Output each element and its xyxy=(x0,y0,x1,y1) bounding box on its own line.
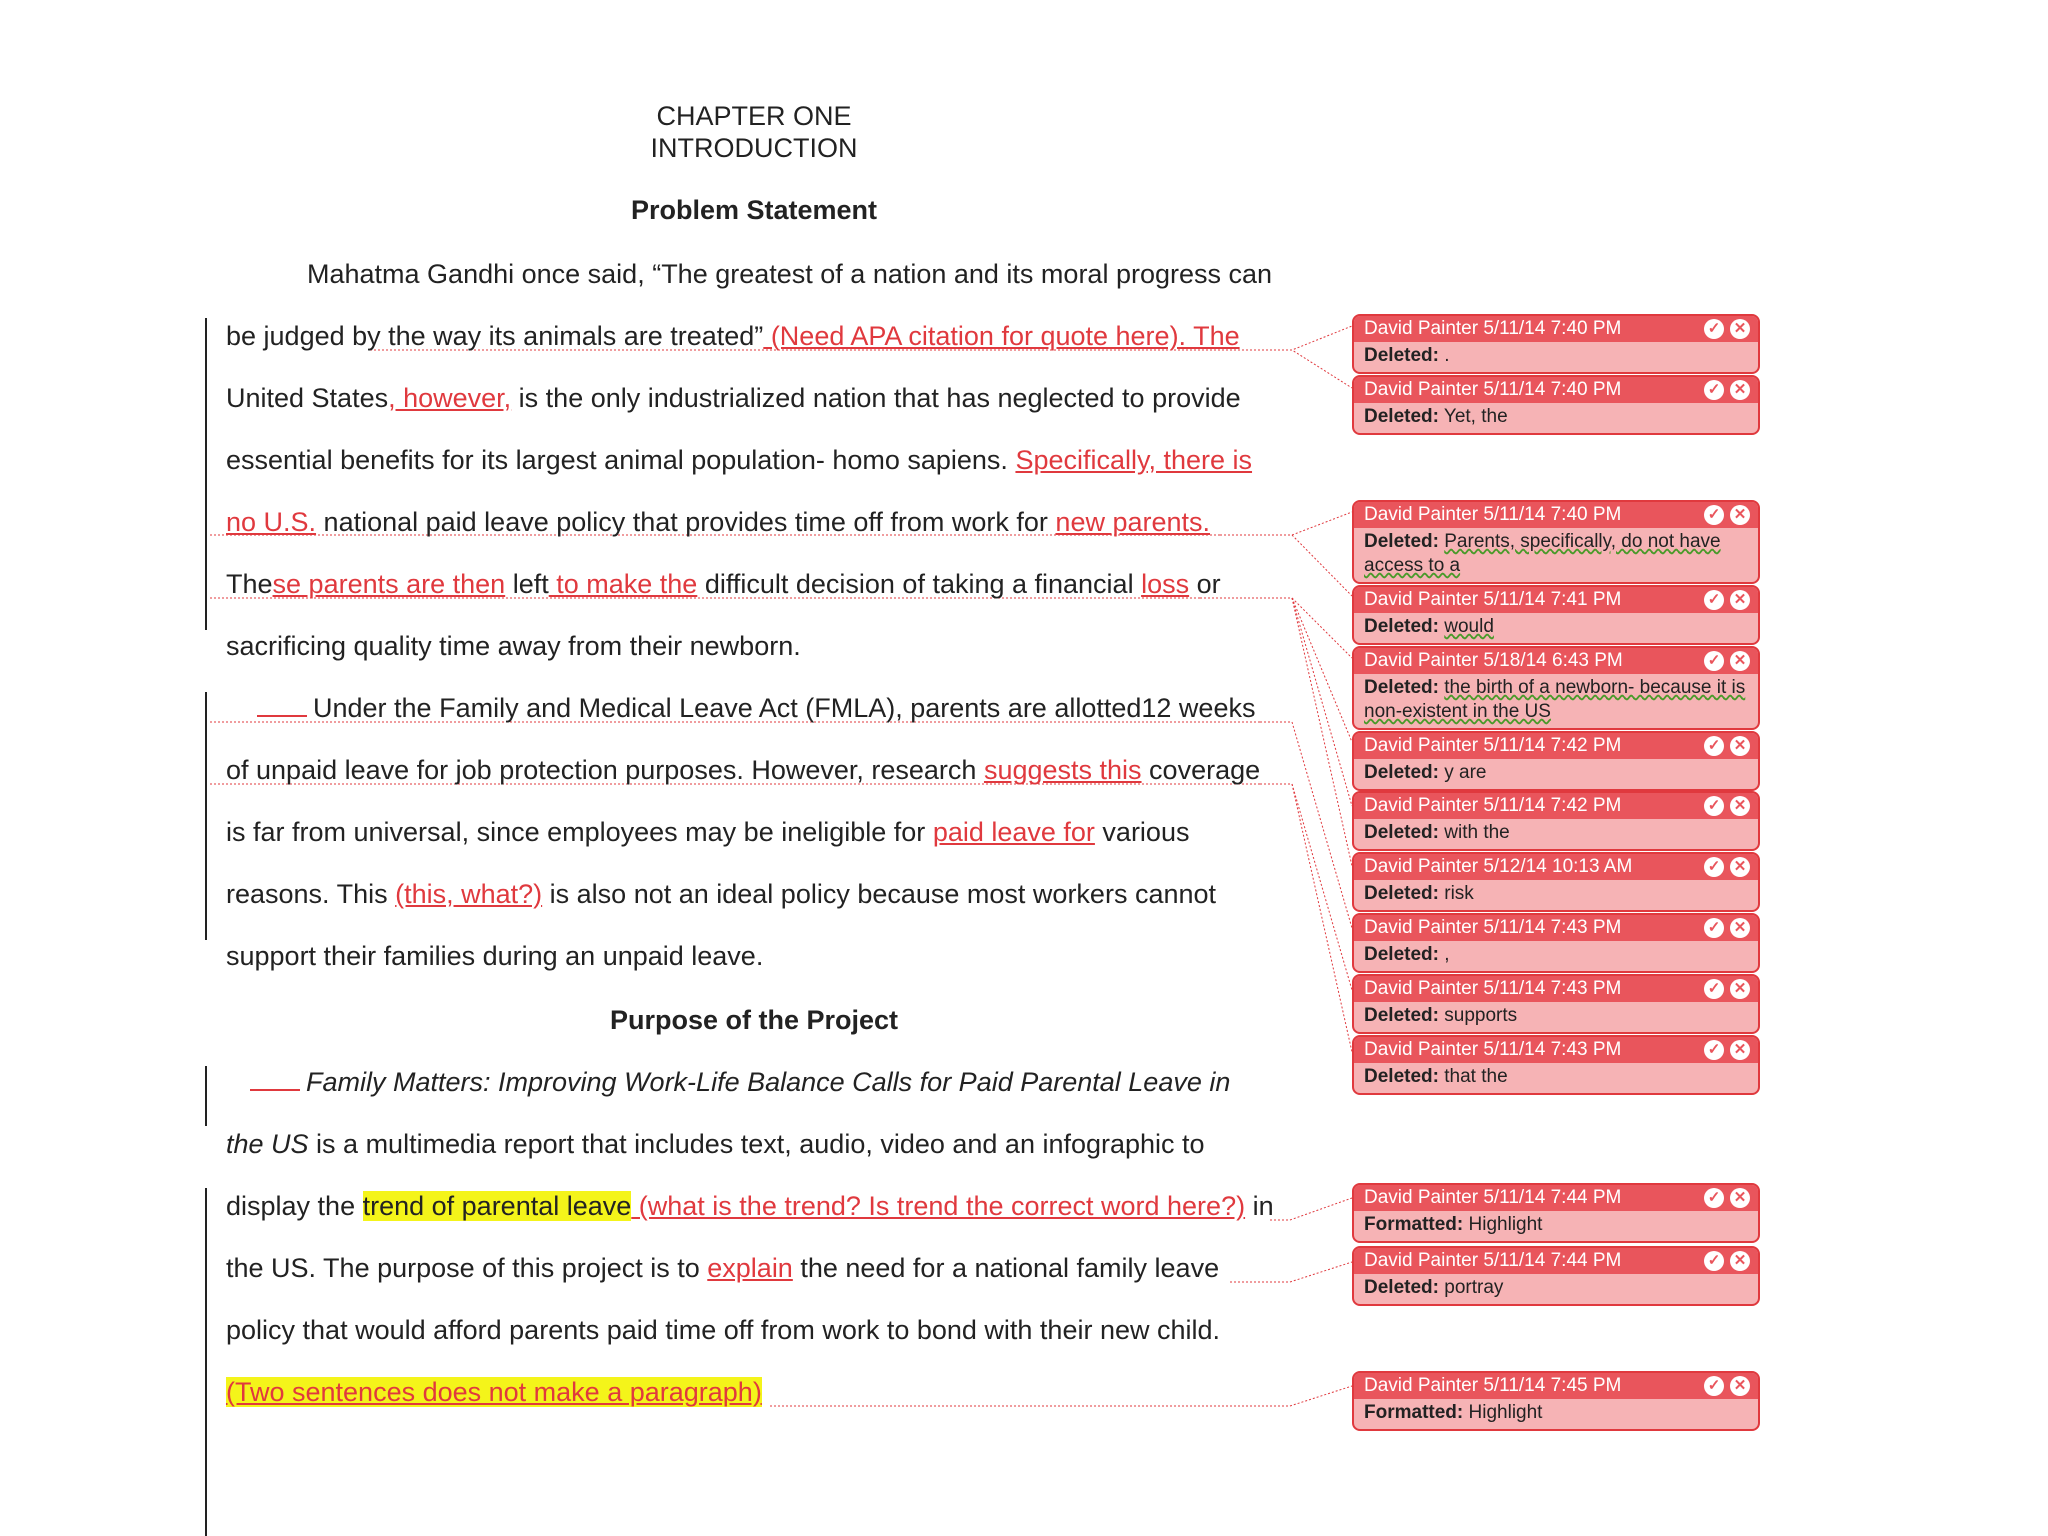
paragraph-line xyxy=(226,1252,1219,1284)
comment-text: that the xyxy=(1444,1066,1508,1087)
paragraph-line xyxy=(307,258,1272,290)
paragraph-line xyxy=(226,444,1252,476)
comment-header xyxy=(1354,1185,1758,1211)
comment-balloon[interactable] xyxy=(1352,913,1760,973)
accept-icon[interactable]: ✓ xyxy=(1704,918,1724,938)
comment-header xyxy=(1354,502,1758,528)
comment-text: would xyxy=(1444,616,1494,637)
paragraph-line xyxy=(226,816,1189,848)
comment-balloon[interactable] xyxy=(1352,731,1760,791)
comment-header xyxy=(1354,793,1758,819)
inserted-tab xyxy=(250,1067,300,1091)
accept-icon[interactable]: ✓ xyxy=(1704,380,1724,400)
comment-author-date: David Painter 5/11/14 7:41 PM xyxy=(1364,589,1622,610)
reject-icon[interactable]: ✕ xyxy=(1730,979,1750,999)
text-run: national paid leave policy that provides time off from work for xyxy=(316,507,1056,537)
comment-type: Deleted: xyxy=(1364,1277,1439,1298)
comment-type: Formatted: xyxy=(1364,1214,1464,1235)
text-run: of unpaid leave for job protection purposes. However, research xyxy=(226,755,984,785)
text-run: is a multimedia report that includes text, audio, video and an infographic to xyxy=(308,1129,1205,1159)
paragraph-line xyxy=(226,568,1221,600)
comment-body xyxy=(1354,674,1758,728)
text-run: Mahatma Gandhi once said, “The greatest of a nation and its moral progress can xyxy=(307,259,1273,289)
comment-header xyxy=(1354,976,1758,1002)
inserted-tab xyxy=(257,693,307,717)
text-run: reasons. This xyxy=(226,879,396,909)
comment-author-date: David Painter 5/11/14 7:44 PM xyxy=(1364,1187,1622,1208)
inserted-text[interactable]: loss xyxy=(1141,569,1190,599)
reject-icon[interactable]: ✕ xyxy=(1730,1040,1750,1060)
comment-author-date: David Painter 5/11/14 7:40 PM xyxy=(1364,379,1622,400)
accept-icon[interactable]: ✓ xyxy=(1704,319,1724,339)
comment-header xyxy=(1354,733,1758,759)
comment-type: Deleted: xyxy=(1364,822,1439,843)
comment-type: Deleted: xyxy=(1364,531,1439,552)
comment-balloon[interactable] xyxy=(1352,1183,1760,1243)
comment-author-date: David Painter 5/11/14 7:43 PM xyxy=(1364,917,1622,938)
comment-author-date: David Painter 5/11/14 7:43 PM xyxy=(1364,1039,1622,1060)
section-heading: Problem Statement xyxy=(630,195,878,225)
comment-header xyxy=(1354,587,1758,613)
comment-text: , xyxy=(1444,944,1450,965)
inserted-text[interactable]: (what is the trend? Is trend the correct word here?) xyxy=(631,1191,1246,1221)
comment-author-date: David Painter 5/11/14 7:40 PM xyxy=(1364,504,1622,525)
comment-text: . xyxy=(1444,345,1450,366)
text-run: support their families during an unpaid leave. xyxy=(226,941,764,971)
reject-icon[interactable]: ✕ xyxy=(1730,736,1750,756)
reject-icon[interactable]: ✕ xyxy=(1730,796,1750,816)
text-run: The xyxy=(226,569,273,599)
accept-icon[interactable]: ✓ xyxy=(1704,796,1724,816)
paragraph-line xyxy=(226,1314,1220,1346)
text-run: the US xyxy=(226,1129,309,1159)
text-run: essential benefits for its largest animal population- homo sapiens. xyxy=(226,445,1016,475)
inserted-text[interactable]: paid leave for xyxy=(932,817,1095,847)
comment-balloon[interactable] xyxy=(1352,1246,1760,1306)
comment-body xyxy=(1354,1274,1758,1304)
reject-icon[interactable]: ✕ xyxy=(1730,1376,1750,1396)
paragraph-line xyxy=(226,1190,1274,1222)
comment-header xyxy=(1354,1373,1758,1399)
comment-header xyxy=(1354,377,1758,403)
comment-author-date: David Painter 5/11/14 7:42 PM xyxy=(1364,795,1622,816)
chapter-subtitle: INTRODUCTION xyxy=(650,133,858,163)
accept-icon[interactable]: ✓ xyxy=(1704,1251,1724,1271)
comment-author-date: David Painter 5/11/14 7:43 PM xyxy=(1364,978,1622,999)
reject-icon[interactable]: ✕ xyxy=(1730,1188,1750,1208)
section-heading: Purpose of the Project xyxy=(609,1005,899,1035)
comment-header xyxy=(1354,648,1758,674)
paragraph-line xyxy=(250,1066,1230,1098)
comment-body xyxy=(1354,1399,1758,1429)
text-run: various xyxy=(1094,817,1190,847)
accept-icon[interactable]: ✓ xyxy=(1704,1376,1724,1396)
highlighted-text: trend of parental leave xyxy=(362,1191,632,1221)
comment-header xyxy=(1354,1037,1758,1063)
comment-type: Deleted: xyxy=(1364,616,1439,637)
reject-icon[interactable]: ✕ xyxy=(1730,505,1750,525)
paragraph-line xyxy=(226,754,1260,786)
paragraph-line xyxy=(226,630,801,662)
paragraph-line xyxy=(226,878,1216,910)
inserted-text[interactable]: suggests this xyxy=(983,755,1142,785)
text-run: United States xyxy=(226,383,389,413)
reject-icon[interactable]: ✕ xyxy=(1730,857,1750,877)
accept-icon[interactable]: ✓ xyxy=(1704,736,1724,756)
comment-type: Deleted: xyxy=(1364,762,1439,783)
text-run: is far from universal, since employees may be ineligible for xyxy=(226,817,933,847)
comment-balloon[interactable] xyxy=(1352,646,1760,730)
comment-type: Deleted: xyxy=(1364,345,1439,366)
comment-type: Formatted: xyxy=(1364,1402,1464,1423)
text-run: Under the Family and Medical Leave Act (FMLA), parents are allotted12 weeks xyxy=(313,693,1256,723)
reject-icon[interactable]: ✕ xyxy=(1730,380,1750,400)
reject-icon[interactable]: ✕ xyxy=(1730,319,1750,339)
comment-author-date: David Painter 5/11/14 7:42 PM xyxy=(1364,735,1622,756)
comment-body xyxy=(1354,613,1758,643)
text-run: sacrificing quality time away from their newborn. xyxy=(226,631,801,661)
comment-text: Highlight xyxy=(1468,1402,1543,1423)
text-run: difficult decision of taking a financial xyxy=(697,569,1142,599)
text-run: or xyxy=(1189,569,1221,599)
comment-body xyxy=(1354,1002,1758,1032)
paragraph-line xyxy=(226,1376,762,1408)
text-run: the need for a national family leave xyxy=(792,1253,1220,1283)
inserted-text[interactable]: se parents are then xyxy=(272,569,506,599)
comment-text: y are xyxy=(1444,762,1487,783)
comment-type: Deleted: xyxy=(1364,883,1439,904)
text-run: Family Matters: Improving Work-Life Balance Calls for Paid Parental Leave in xyxy=(306,1067,1231,1097)
accept-icon[interactable]: ✓ xyxy=(1704,590,1724,610)
comment-author-date: David Painter 5/11/14 7:45 PM xyxy=(1364,1375,1622,1396)
text-run: coverage xyxy=(1141,755,1261,785)
comment-balloon[interactable] xyxy=(1352,852,1760,912)
accept-icon[interactable]: ✓ xyxy=(1704,651,1724,671)
comment-author-date: David Painter 5/11/14 7:40 PM xyxy=(1364,318,1622,339)
comment-text: Highlight xyxy=(1468,1214,1543,1235)
comment-body xyxy=(1354,941,1758,971)
comment-body xyxy=(1354,880,1758,910)
text-run: is the only industrialized nation that has neglected to provide xyxy=(511,383,1241,413)
inserted-text[interactable]: Specifically, there is xyxy=(1015,445,1253,475)
reject-icon[interactable]: ✕ xyxy=(1730,1251,1750,1271)
reject-icon[interactable]: ✕ xyxy=(1730,590,1750,610)
comment-balloon[interactable] xyxy=(1352,791,1760,851)
text-run: in xyxy=(1245,1191,1274,1221)
text-run: is also not an ideal policy because most workers cannot xyxy=(542,879,1217,909)
inserted-highlighted-text[interactable]: (Two sentences does not make a paragraph) xyxy=(226,1377,762,1407)
text-run: left xyxy=(505,569,549,599)
paragraph-line xyxy=(226,382,1241,414)
comment-balloon[interactable] xyxy=(1352,314,1760,374)
comment-header xyxy=(1354,1248,1758,1274)
comment-text: risk xyxy=(1444,883,1474,904)
reject-icon[interactable]: ✕ xyxy=(1730,651,1750,671)
paragraph-line xyxy=(226,506,1210,538)
inserted-text[interactable]: (this, what?) xyxy=(395,879,543,909)
text-run: be judged by the way its animals are treated” xyxy=(226,321,764,351)
comment-balloon[interactable] xyxy=(1352,585,1760,645)
comment-body xyxy=(1354,1211,1758,1241)
comment-body xyxy=(1354,403,1758,433)
paragraph-line xyxy=(226,1128,1205,1160)
inserted-text[interactable]: (Need APA citation for quote here). The xyxy=(763,321,1240,351)
comment-text: portray xyxy=(1444,1277,1504,1298)
inserted-text[interactable]: to make the xyxy=(548,569,698,599)
comment-header xyxy=(1354,915,1758,941)
comment-balloon[interactable] xyxy=(1352,500,1760,584)
comment-type: Deleted: xyxy=(1364,1005,1439,1026)
comment-text: Yet, the xyxy=(1443,406,1508,427)
paragraph-line xyxy=(257,692,1255,724)
inserted-text[interactable]: no U.S. xyxy=(226,507,317,537)
comment-body xyxy=(1354,342,1758,372)
comment-header xyxy=(1354,316,1758,342)
comment-balloon[interactable] xyxy=(1352,375,1760,435)
comment-text: Parents, specifically, do not have access to a xyxy=(1364,531,1721,576)
chapter-title: CHAPTER ONE xyxy=(656,101,852,131)
text-run: the US. The purpose of this project is to xyxy=(226,1253,708,1283)
inserted-text[interactable]: , however, xyxy=(388,383,512,413)
comment-text: supports xyxy=(1444,1005,1518,1026)
comment-type: Deleted: xyxy=(1364,1066,1439,1087)
comment-body xyxy=(1354,528,1758,582)
paragraph-line xyxy=(226,940,763,972)
accept-icon[interactable]: ✓ xyxy=(1704,979,1724,999)
text-run: policy that would afford parents paid time off from work to bond with their new child. xyxy=(226,1315,1221,1345)
comment-balloon[interactable] xyxy=(1352,1035,1760,1095)
comment-body xyxy=(1354,759,1758,789)
accept-icon[interactable]: ✓ xyxy=(1704,1188,1724,1208)
paragraph-line xyxy=(226,320,1240,352)
comment-author-date: David Painter 5/12/14 10:13 AM xyxy=(1364,856,1633,877)
comment-type: Deleted: xyxy=(1364,406,1439,427)
accept-icon[interactable]: ✓ xyxy=(1704,1040,1724,1060)
text-run: display the xyxy=(226,1191,363,1221)
reject-icon[interactable]: ✕ xyxy=(1730,918,1750,938)
inserted-text[interactable]: explain xyxy=(707,1253,793,1283)
inserted-text[interactable]: new parents. xyxy=(1055,507,1211,537)
comment-balloon[interactable] xyxy=(1352,1371,1760,1431)
comment-body xyxy=(1354,1063,1758,1093)
comment-header xyxy=(1354,854,1758,880)
comment-type: Deleted: xyxy=(1364,677,1439,698)
accept-icon[interactable]: ✓ xyxy=(1704,505,1724,525)
comment-body xyxy=(1354,819,1758,849)
comment-balloon[interactable] xyxy=(1352,974,1760,1034)
comment-type: Deleted: xyxy=(1364,944,1439,965)
comment-author-date: David Painter 5/11/14 7:44 PM xyxy=(1364,1250,1622,1271)
comment-text: the birth of a newborn- because it is non-existent in the US xyxy=(1364,677,1746,722)
accept-icon[interactable]: ✓ xyxy=(1704,857,1724,877)
comment-author-date: David Painter 5/18/14 6:43 PM xyxy=(1364,650,1623,671)
comment-text: with the xyxy=(1444,822,1510,843)
